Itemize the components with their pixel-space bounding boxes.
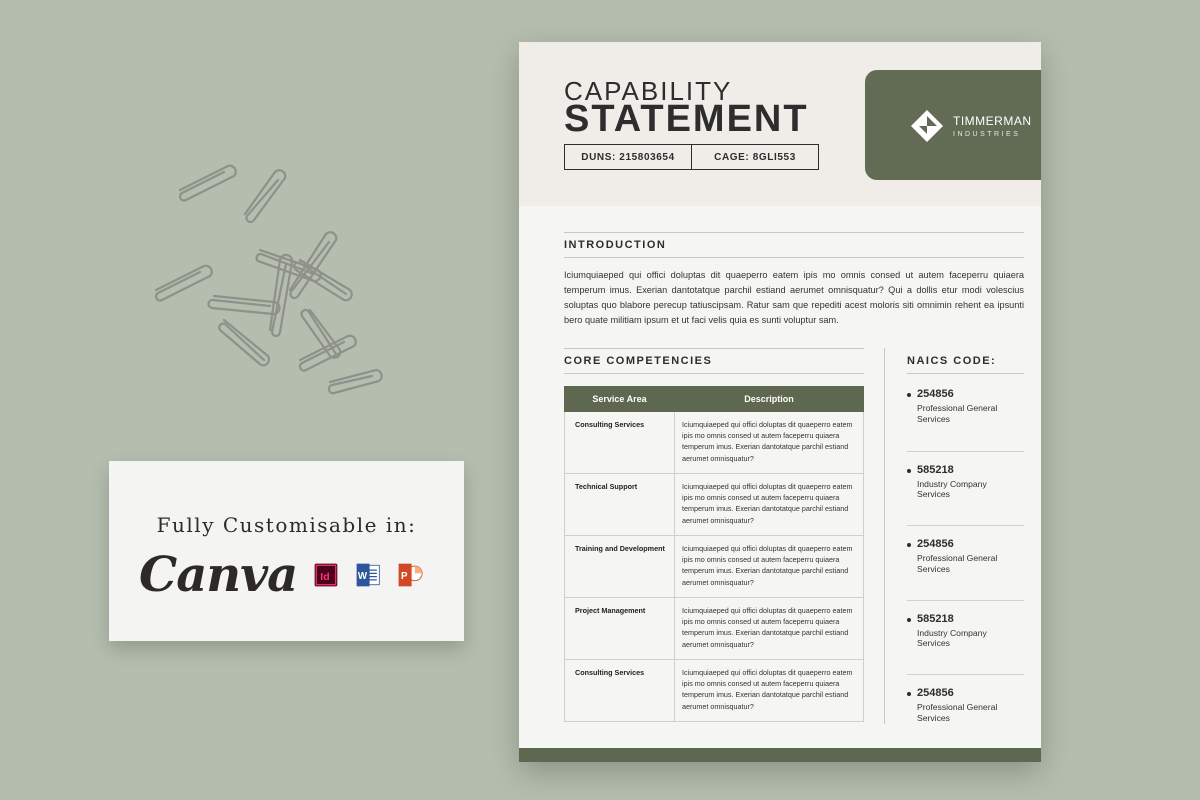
table-row: [565, 412, 864, 474]
title-line-capability: CAPABILITY: [564, 76, 733, 106]
naics-code: 585218: [907, 613, 1024, 625]
paperclips-decoration: [140, 150, 400, 410]
paperclip-icon: [180, 166, 236, 201]
table-row: [565, 474, 864, 536]
description-cell: Iciumquiaeped qui offici doluptas dit quaeperro eatem ipis mo omnis consed ut autem faceperru quiaera temperum imus. Exerian dantotatque parchil estiand aerumet omnisquatur?: [675, 474, 864, 536]
naics-code: 254856: [907, 687, 1024, 699]
naics-description: Industry Company Services: [917, 478, 987, 500]
divider: [907, 373, 1024, 374]
word-icon: [355, 559, 381, 591]
naics-item: [907, 451, 1024, 526]
naics-item: [907, 376, 1024, 451]
naics-description: Industry Company Services: [917, 627, 987, 649]
indesign-icon: [313, 559, 339, 591]
table-header-row: [565, 387, 864, 412]
table-row: [565, 536, 864, 598]
paperclip-icon: [294, 260, 352, 300]
paperclip-icon: [219, 320, 269, 365]
description-cell: Iciumquiaeped qui offici doluptas dit quaeperro eatem ipis mo omnis consed ut autem faceperru quiaera temperum imus. Exerian dantotatque parchil estiand aerumet omnisquatur?: [675, 536, 864, 598]
capability-statement-document: [519, 42, 1041, 762]
core-competencies-heading: CORE COMPETENCIES: [564, 355, 713, 367]
powerpoint-icon: [397, 559, 423, 591]
naics-code: 585218: [907, 464, 1024, 476]
divider: [564, 257, 1024, 258]
document-header: [519, 42, 1041, 206]
brand-logo-icon: [909, 108, 945, 144]
title-line-statement: STATEMENT: [564, 98, 809, 140]
paperclip-icon: [208, 296, 279, 314]
paperclip-icon: [290, 232, 336, 298]
canva-logo: Canva: [139, 547, 298, 603]
divider: [564, 373, 864, 374]
paperclip-icon: [245, 170, 285, 222]
app-logos: [139, 545, 439, 605]
codes-box: [564, 144, 819, 170]
divider: [564, 348, 864, 349]
description-cell: Iciumquiaeped qui offici doluptas dit quaeperro eatem ipis mo omnis consed ut autem faceperru quiaera temperum imus. Exerian dantotatque parchil estiand aerumet omnisquatur?: [675, 412, 864, 474]
brand-subtitle: INDUSTRIES: [953, 131, 1021, 138]
introduction-body: Iciumquiaeped qui offici doluptas dit quaeperro eatem ipis mo omnis consed ut autem faceperru quiaera temperum imus. Exerian dantotatque parchil estiand aerumet omnisquatur? Qui a dollis etur modi volescius soluptas quo blabore perecup tatiuscipsam. Ratur sam que repediti acest moloris siti omnimin rehent ea ipsunti bero quate militiam ipsum et ut faci velis quia es sunti voluptur sam.: [564, 270, 1024, 325]
footer-bar: [519, 748, 1041, 762]
table-row: [565, 598, 864, 660]
naics-item: [907, 600, 1024, 675]
description-cell: Iciumquiaeped qui offici doluptas dit quaeperro eatem ipis mo omnis consed ut autem faceperru quiaera temperum imus. Exerian dantotatque parchil estiand aerumet omnisquatur?: [675, 660, 864, 722]
brand-name: TIMMERMAN: [953, 114, 1032, 128]
svg-text:P: P: [401, 571, 408, 583]
competencies-table: [564, 386, 864, 722]
naics-heading: NAICS CODE:: [907, 355, 997, 367]
duns-number: DUNS: 215803654: [581, 151, 675, 163]
naics-item: [907, 674, 1024, 749]
description-cell: Iciumquiaeped qui offici doluptas dit quaeperro eatem ipis mo omnis consed ut autem faceperru quiaera temperum imus. Exerian dantotatque parchil estiand aerumet omnisquatur?: [675, 598, 864, 660]
naics-description: Professional General Services: [917, 702, 998, 723]
paperclip-icon: [156, 266, 212, 301]
naics-description: Professional General Services: [917, 403, 998, 424]
customisable-title: Fully Customisable in:: [156, 513, 417, 537]
naics-item: [907, 525, 1024, 600]
svg-text:Id: Id: [320, 570, 330, 583]
service-area-cell: Training and Development: [565, 536, 675, 598]
column-header-service-area: Service Area: [565, 387, 675, 412]
naics-code: 254856: [907, 538, 1024, 550]
column-divider: [884, 348, 885, 724]
naics-description: Professional General Services: [917, 553, 998, 574]
column-header-description: Description: [675, 387, 864, 412]
service-area-cell: Technical Support: [565, 474, 675, 536]
service-area-cell: Project Management: [565, 598, 675, 660]
paperclip-icon: [329, 370, 382, 393]
naics-list: [907, 376, 1024, 749]
customisable-card: [109, 461, 464, 641]
cage-code: CAGE: 8GLI553: [691, 145, 818, 169]
introduction-heading: INTRODUCTION: [564, 239, 667, 251]
svg-text:W: W: [357, 571, 368, 583]
service-area-cell: Consulting Services: [565, 660, 675, 722]
service-area-cell: Consulting Services: [565, 412, 675, 474]
brand-block: [865, 70, 1041, 180]
naics-code: 254856: [907, 388, 1024, 400]
table-row: [565, 660, 864, 722]
divider: [564, 232, 1024, 233]
